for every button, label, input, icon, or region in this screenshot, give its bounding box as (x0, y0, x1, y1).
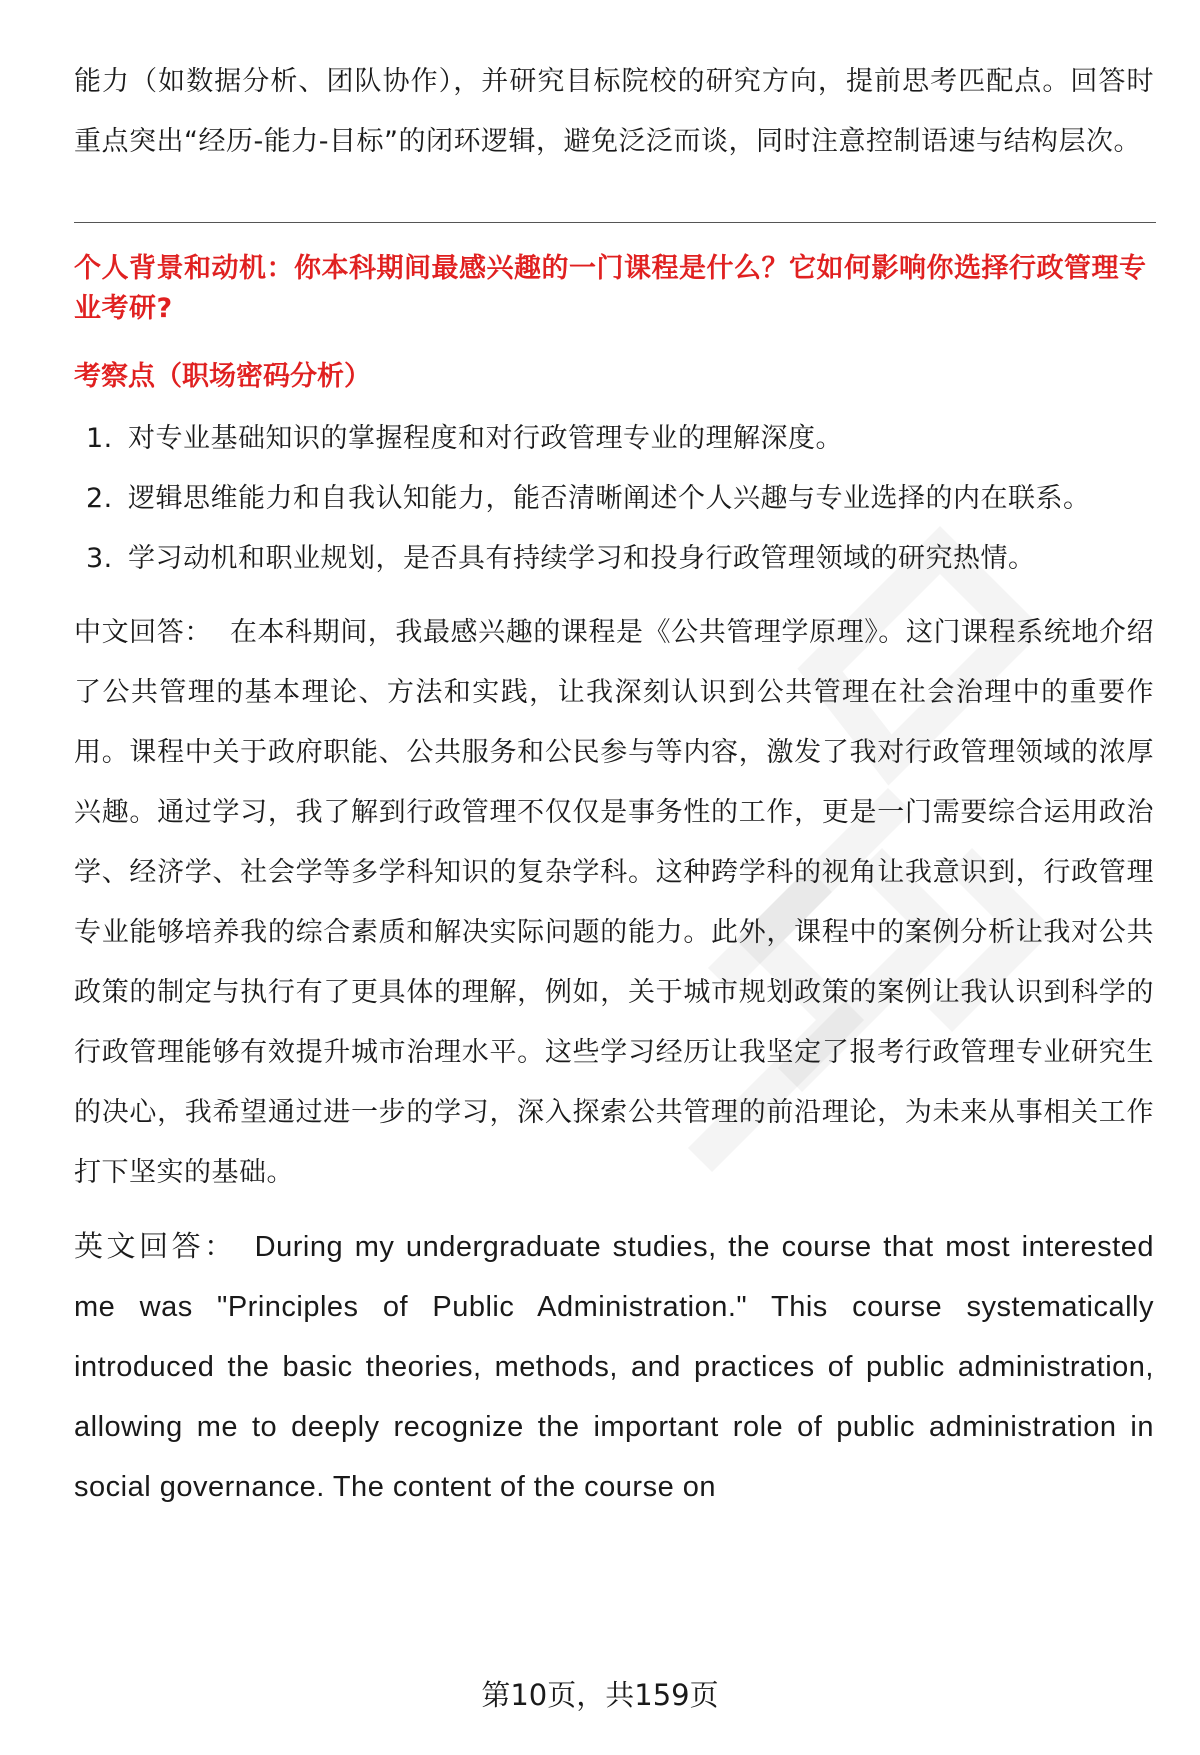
points-title: 考察点（职场密码分析） (74, 361, 371, 392)
list-item (74, 409, 1154, 469)
list-item (74, 469, 1154, 529)
chinese-answer-text: 在本科期间，我最感兴趣的课程是《公共管理学原理》。这门课程系统地介绍了公共管理的基本理论、方法和实践，让我深刻认识到公共管理在社会治理中的重要作用。课程中关于政府职能、公共服务和公民参与等内容，激发了我对行政管理领域的浓厚兴趣。通过学习，我了解到行政管理不仅仅是事务性的工作，更是一门需要综合运用政治学、经济学、社会学等多学科知识的复杂学科。这种跨学科的视角让我意识到，行政管理专业能够培养我的综合素质和解决实际问题的能力。此外，课程中的案例分析让我对公共政策的制定与执行有了更具体的理解，例如，关于城市规划政策的案例让我认识到科学的行政管理能够有效提升城市治理水平。这些学习经历让我坚定了报考行政管理专业研究生的决心，我希望通过进一步的学习，深入探索公共管理的前沿理论，为未来从事相关工作打下坚实的基础。 (74, 617, 1155, 1188)
document-page (74, 52, 1154, 1517)
english-answer-label: 英文回答： (74, 1231, 237, 1263)
english-answer-text: During my undergraduate studies, the course that most interested me was "Principles of Public Administration." This course systematically introduced the basic theories, methods, and practices of public administration, allowing me to deeply recognize the important role of public administration in social governance. The content of the course on (74, 1231, 1154, 1503)
chinese-answer-label: 中文回答： (74, 617, 212, 648)
list-item-text: 学习动机和职业规划，是否具有持续学习和投身行政管理领域的研究热情。 (128, 543, 1036, 574)
section-divider (74, 222, 1156, 223)
intro-paragraph: 能力（如数据分析、团队协作），并研究目标院校的研究方向，提前思考匹配点。回答时重点突出“经历-能力-目标”的闭环逻辑，避免泛泛而谈，同时注意控制语速与结构层次。 (74, 66, 1154, 157)
page-number-footer: 第10页，共159页 (481, 1678, 719, 1712)
list-item-text: 逻辑思维能力和自我认知能力，能否清晰阐述个人兴趣与专业选择的内在联系。 (128, 483, 1091, 514)
list-item-number: 1. (86, 423, 113, 454)
list-item-text: 对专业基础知识的掌握程度和对行政管理专业的理解深度。 (128, 423, 843, 454)
list-item-number: 3. (86, 543, 113, 574)
list-item-number: 2. (86, 483, 113, 514)
english-answer (74, 1217, 1154, 1517)
list-item (74, 529, 1154, 589)
interview-question: 个人背景和动机：你本科期间最感兴趣的一门课程是什么？它如何影响你选择行政管理专业考研? (74, 253, 1147, 324)
chinese-answer (74, 603, 1154, 1203)
points-list (74, 409, 1154, 589)
